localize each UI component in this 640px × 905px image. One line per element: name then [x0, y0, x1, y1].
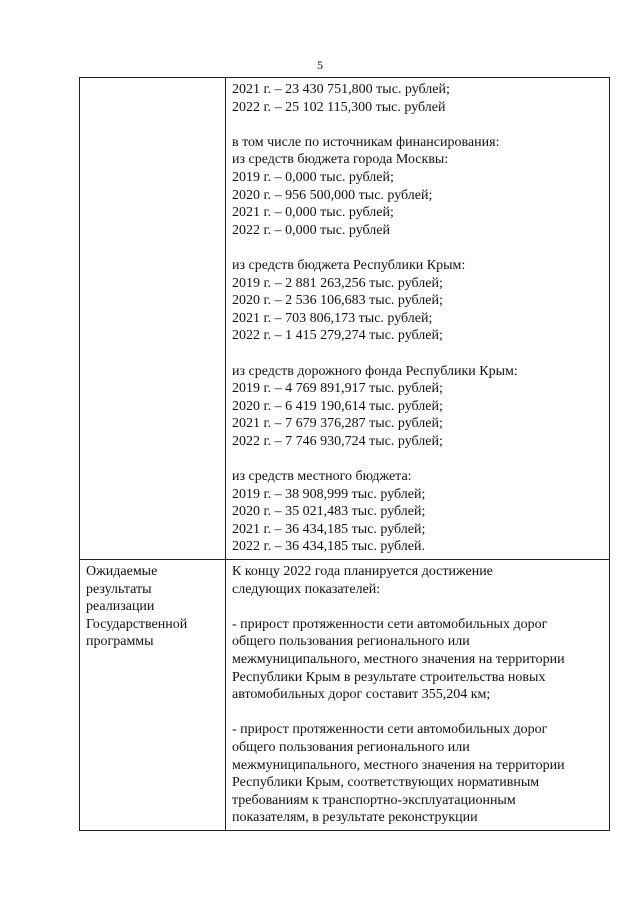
- text-line: в том числе по источникам финансирования:: [232, 134, 500, 150]
- text-line: общего пользования регионального или: [232, 739, 470, 755]
- label-line: программы: [86, 634, 154, 650]
- text-line: 2022 г. – 1 415 279,274 тыс. рублей;: [232, 328, 443, 344]
- text-line: 2020 г. – 956 500,000 тыс. рублей;: [232, 187, 433, 203]
- text-line: следующих показателей:: [232, 581, 381, 597]
- text-line: показателям, в результате реконструкции: [232, 810, 478, 826]
- text-line: 2021 г. – 703 806,173 тыс. рублей;: [232, 310, 433, 326]
- text-line: 2019 г. – 0,000 тыс. рублей;: [232, 169, 394, 185]
- text-line: 2021 г. – 7 679 376,287 тыс. рублей;: [232, 416, 443, 432]
- text-line: 2021 г. – 23 430 751,800 тыс. рублей;: [232, 82, 450, 97]
- local-budget-group: [232, 468, 603, 556]
- page-number: 5: [317, 58, 323, 72]
- crimea-budget-group: [232, 257, 603, 345]
- row-label-cell: [80, 78, 226, 560]
- text-line: 2022 г. – 36 434,185 тыс. рублей.: [232, 539, 425, 555]
- text-line: 2020 г. – 2 536 106,683 тыс. рублей;: [232, 293, 443, 309]
- text-line: 2019 г. – 38 908,999 тыс. рублей;: [232, 486, 426, 502]
- road-fund-group: [232, 363, 603, 451]
- text-line: автомобильных дорог составит 355,204 км;: [232, 687, 491, 703]
- text-line: 2019 г. – 2 881 263,256 тыс. рублей;: [232, 275, 443, 291]
- construction-indicator-paragraph: [232, 616, 603, 704]
- text-line: общего пользования регионального или: [232, 634, 470, 650]
- program-passport-table: [79, 77, 610, 831]
- text-line: К концу 2022 года планируется достижение: [232, 564, 493, 580]
- text-line: 2022 г. – 7 746 930,724 тыс. рублей;: [232, 433, 443, 449]
- text-line: из средств местного бюджета:: [232, 469, 412, 485]
- text-line: Республики Крым, соответствующих нормативным: [232, 775, 540, 791]
- reconstruction-indicator-paragraph: [232, 721, 603, 827]
- text-line: 2020 г. – 35 021,483 тыс. рублей;: [232, 504, 426, 520]
- text-line: 2020 г. – 6 419 190,614 тыс. рублей;: [232, 398, 443, 414]
- text-line: 2021 г. – 0,000 тыс. рублей;: [232, 205, 394, 221]
- funding-totals-group: [232, 81, 603, 116]
- label-line: Государственной: [86, 616, 188, 632]
- intro-paragraph: [232, 563, 603, 598]
- text-line: - прирост протяженности сети автомобильных дорог: [232, 616, 548, 632]
- label-line: реализации: [86, 599, 155, 615]
- text-line: 2022 г. – 25 102 115,300 тыс. рублей: [232, 99, 446, 115]
- text-line: Республики Крым в результате строительства новых: [232, 669, 546, 685]
- text-line: из средств бюджета города Москвы:: [232, 152, 449, 168]
- text-line: из средств бюджета Республики Крым:: [232, 257, 466, 273]
- text-line: межмуниципального, местного значения на территории: [232, 757, 565, 773]
- label-line: Ожидаемые: [86, 564, 158, 580]
- expected-results-cell: [226, 560, 610, 831]
- text-line: 2022 г. – 0,000 тыс. рублей: [232, 222, 390, 238]
- text-line: 2021 г. – 36 434,185 тыс. рублей;: [232, 521, 426, 537]
- funding-cell: [226, 78, 610, 560]
- text-line: 2019 г. – 4 769 891,917 тыс. рублей;: [232, 381, 443, 397]
- table-row: [80, 560, 610, 831]
- text-line: из средств дорожного фонда Республики Крым:: [232, 363, 518, 379]
- table-row: [80, 78, 610, 560]
- text-line: межмуниципального, местного значения на территории: [232, 652, 565, 667]
- label-line: результаты: [86, 581, 152, 597]
- expected-results-label-cell: [80, 560, 226, 831]
- text-line: - прирост протяженности сети автомобильных дорог: [232, 722, 548, 738]
- moscow-budget-group: [232, 134, 603, 240]
- text-line: требованиям к транспортно-эксплуатационным: [232, 792, 516, 808]
